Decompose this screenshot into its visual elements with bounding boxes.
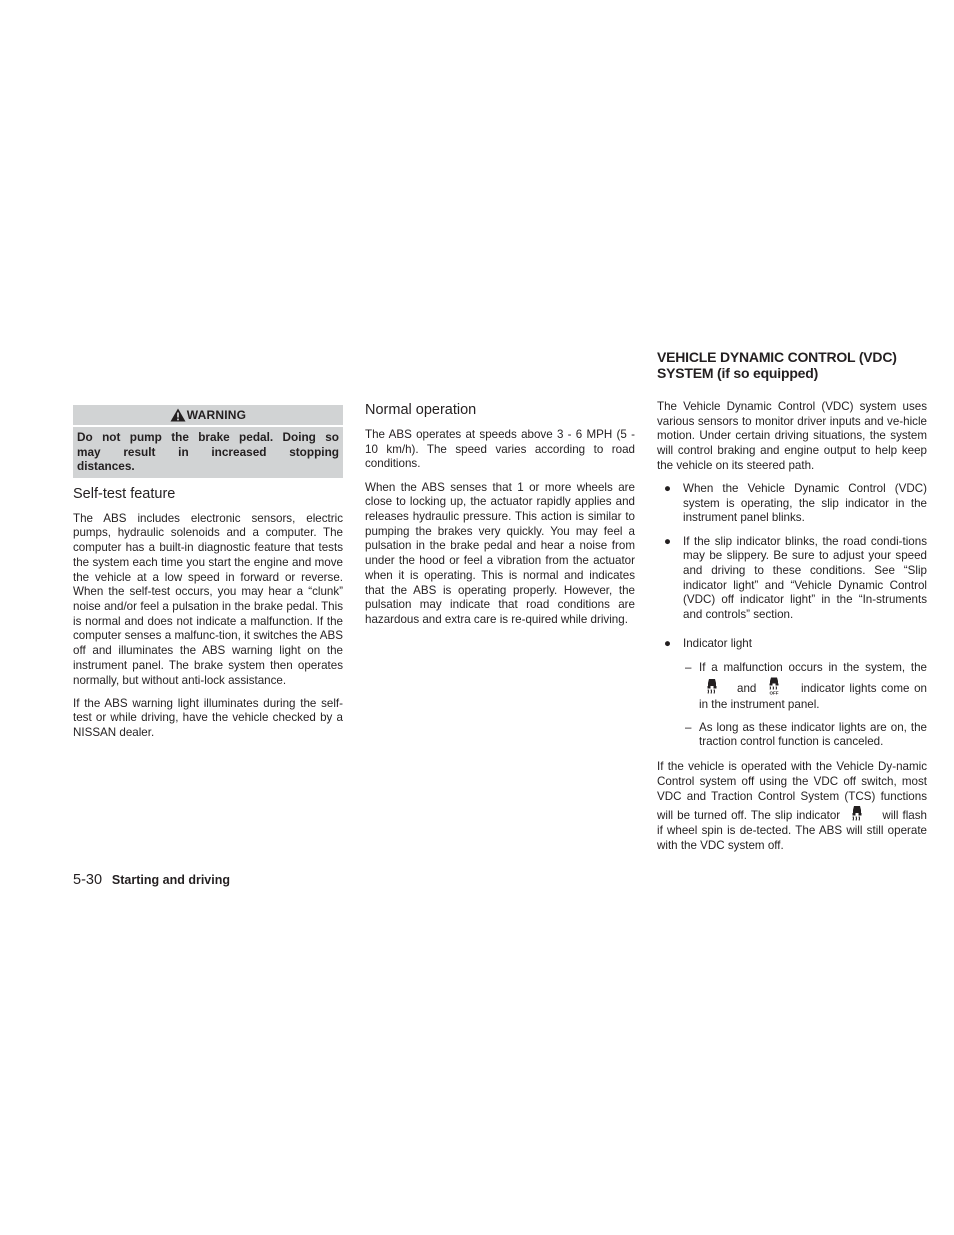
bullet-icon: ● <box>664 534 672 548</box>
sub-list-item <box>657 721 927 750</box>
warning-box <box>73 405 343 478</box>
normal-operation-heading: Normal operation <box>365 402 477 418</box>
page-number: 5-30 <box>73 872 103 888</box>
vdc-outro-text: will flash if wheel spin is de-tected. The ABS will still operate with the VDC system off. <box>657 808 927 852</box>
warning-line: Do not pump the brake pedal. Doing so <box>77 430 339 444</box>
list-item <box>657 535 927 623</box>
dash-icon: – <box>685 720 692 734</box>
vdc-heading-line: SYSTEM (if so equipped) <box>657 365 819 381</box>
middle-column <box>365 401 635 636</box>
list-item-text: If the slip indicator blinks, the road condi-tions may be slippery. Be sure to adjust your speed and driving to these conditions. See “Slip indicator light” and “Vehicle Dynamic Control (VDC) off indicator light” in the “In-struments and controls” section. <box>683 534 927 622</box>
sub-list-text: indicator lights come on in the instrument panel. <box>699 681 927 712</box>
self-test-heading: Self-test feature <box>73 485 176 502</box>
warning-triangle-icon <box>170 408 186 422</box>
page-footer <box>73 871 230 888</box>
normal-operation-paragraph: When the ABS senses that 1 or more wheels are close to locking up, the actuator rapidly applies and releases hydraulic pressure. This action is similar to pumping the brakes very quickly. You may feel a pulsation in the brake pedal and hear a noise from under the hood or feel a vibration from the actuator when it is operating. This is normal and indicates that the ABS is operating properly. However, the pulsation may indicate that road conditions are hazardous and extra care is re-quired while driving. <box>365 480 635 626</box>
slip-indicator-icon <box>705 678 719 694</box>
vdc-outro-text: If the vehicle is operated with the Vehicle Dy-namic Control system off using the VDC off switch, most VDC and Traction Control System (TCS) functions will be turned off. The slip indicator <box>657 759 927 822</box>
normal-operation-paragraph: The ABS operates at speeds above 3 - 6 MPH (5 - 10 km/h). The speed varies according to road conditions. <box>365 428 635 471</box>
vdc-outro <box>657 759 927 853</box>
slip-indicator-icon <box>850 805 864 821</box>
list-item-text: When the Vehicle Dynamic Control (VDC) system is operating, the slip indicator in the instrument panel blinks. <box>683 482 927 525</box>
left-column <box>73 405 343 749</box>
sub-list-text: If a malfunction occurs in the system, the <box>699 661 927 675</box>
vdc-intro: The Vehicle Dynamic Control (VDC) system uses various sensors to monitor driver inputs and ve-hicle motion. Under certain driving situations, the system will control braking and engine output to help keep the vehicle on its steered path. <box>657 400 927 472</box>
list-item <box>657 637 927 652</box>
self-test-paragraph: If the ABS warning light illuminates during the self-test or while driving, have the vehicle checked by a NISSAN dealer. <box>73 696 343 740</box>
bullet-icon: ● <box>664 636 672 650</box>
list-item <box>657 482 927 526</box>
sub-list-text: As long as these indicator lights are on, the traction control function is canceled. <box>699 720 927 749</box>
sub-list-item <box>657 660 927 714</box>
warning-header <box>73 405 343 427</box>
vdc-section-heading <box>657 349 927 381</box>
warning-text <box>73 427 343 478</box>
warning-line: may result in increased stopping <box>77 444 339 459</box>
self-test-paragraph: The ABS includes electronic sensors, electric pumps, hydraulic solenoids and a computer. The computer has a built-in diagnostic feature that tests the system each time you start the engine and move the vehicle at a low speed in forward or reverse. When the self-test occurs, you may hear a “clunk” noise and/or feel a pulsation in the brake pedal. This is normal and does not indicate a malfunction. If the computer senses a malfunc-tion, it switches the ABS off and illuminates the ABS warning light on the instrument panel. The brake system then operates normally, but without anti-lock assistance. <box>73 511 343 687</box>
right-column <box>657 349 927 862</box>
warning-line: distances. <box>77 459 135 474</box>
chapter-title: Starting and driving <box>111 873 230 887</box>
dash-icon: – <box>685 661 692 675</box>
vdc-off-indicator-icon <box>767 677 781 695</box>
sub-list-text: and <box>737 681 757 695</box>
vdc-off-icon-text: OFF <box>769 690 779 695</box>
list-item-text: Indicator light <box>683 636 752 650</box>
warning-label: WARNING <box>186 407 247 422</box>
bullet-icon: ● <box>664 482 672 496</box>
vdc-heading-line: VEHICLE DYNAMIC CONTROL (VDC) <box>657 349 897 365</box>
